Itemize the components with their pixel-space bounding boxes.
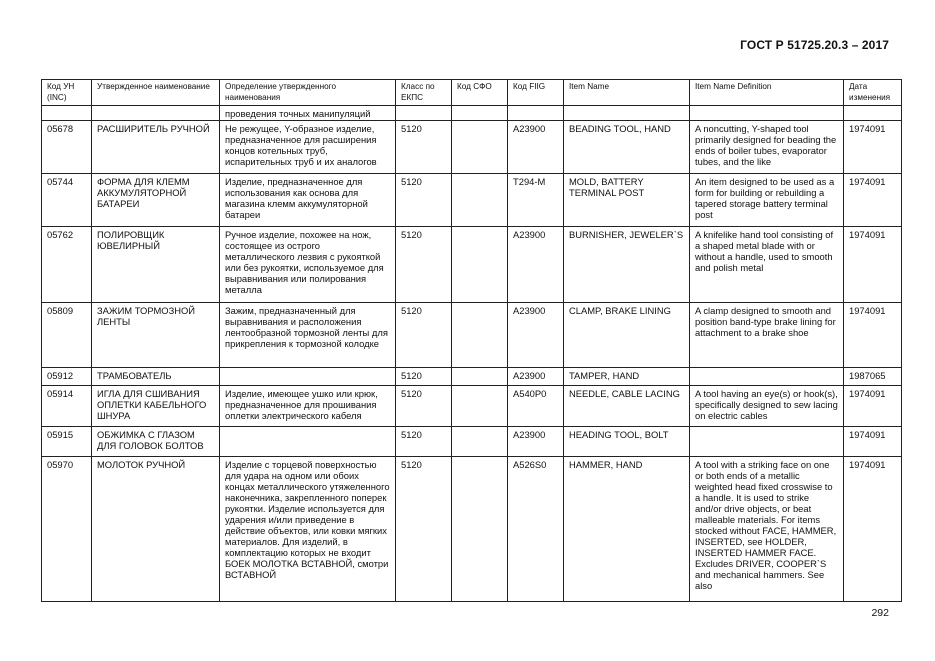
page-number: 292 — [871, 607, 889, 619]
cell-item-definition — [690, 427, 844, 457]
cell-approved-name: ФОРМА ДЛЯ КЛЕММ АККУМУЛЯТОРНОЙ БАТАРЕИ — [92, 174, 220, 227]
col-header-item-name: Item Name — [564, 80, 690, 106]
cell-sfo-code — [452, 303, 508, 368]
cell-inc — [42, 106, 92, 121]
cell-definition: Ручное изделие, похожее на нож, состоящее из острого металлического лезвия с рукояткой или без рукоятки, используемое для выравнивания или полирования металла — [220, 227, 396, 303]
cell-approved-name: ИГЛА ДЛЯ СШИВАНИЯ ОПЛЕТКИ КАБЕЛЬНОГО ШНУРА — [92, 386, 220, 427]
cell-item-name — [564, 106, 690, 121]
table-row — [42, 174, 902, 227]
cell-approved-name: МОЛОТОК РУЧНОЙ — [92, 457, 220, 602]
cell-fiig-code: A23900 — [508, 368, 564, 386]
cell-change-date: 1974091 — [844, 121, 902, 174]
cell-item-definition: A noncutting, Y-shaped tool primarily designed for beading the ends of boiler tubes, evaporator tubes, and the like — [690, 121, 844, 174]
cell-definition — [220, 427, 396, 457]
cell-fiig-code: A23900 — [508, 427, 564, 457]
col-header-fiig-code: Код FIIG — [508, 80, 564, 106]
table-row — [42, 386, 902, 427]
col-header-ekps-class: Класс по ЕКПС — [396, 80, 452, 106]
col-header-change-date: Дата изменения — [844, 80, 902, 106]
cell-fiig-code: A23900 — [508, 121, 564, 174]
cell-ekps-class — [396, 106, 452, 121]
col-header-sfo-code: Код СФО — [452, 80, 508, 106]
cell-sfo-code — [452, 174, 508, 227]
table-row — [42, 106, 902, 121]
cell-approved-name: РАСШИРИТЕЛЬ РУЧНОЙ — [92, 121, 220, 174]
cell-change-date — [844, 106, 902, 121]
cell-sfo-code — [452, 457, 508, 602]
cell-ekps-class: 5120 — [396, 227, 452, 303]
cell-ekps-class: 5120 — [396, 386, 452, 427]
cell-inc: 05678 — [42, 121, 92, 174]
table-header-row — [42, 80, 902, 106]
cell-item-definition: A tool having an eye(s) or hook(s), specifically designed to sew lacing on electric cables — [690, 386, 844, 427]
table-row — [42, 457, 902, 602]
cell-change-date: 1974091 — [844, 303, 902, 368]
table-row — [42, 121, 902, 174]
cell-ekps-class: 5120 — [396, 303, 452, 368]
cell-inc: 05809 — [42, 303, 92, 368]
cell-sfo-code — [452, 106, 508, 121]
cell-definition: Изделие, имеющее ушко или крюк, предназначенное для прошивания оплетки электрического кабеля — [220, 386, 396, 427]
cell-inc: 05762 — [42, 227, 92, 303]
cell-inc: 05915 — [42, 427, 92, 457]
cell-fiig-code: A23900 — [508, 227, 564, 303]
cell-inc: 05914 — [42, 386, 92, 427]
cell-item-name: BEADING TOOL, HAND — [564, 121, 690, 174]
cell-change-date: 1974091 — [844, 427, 902, 457]
cell-fiig-code — [508, 106, 564, 121]
table-row — [42, 303, 902, 368]
cell-definition: Изделие с торцевой поверхностью для удара на одном или обоих концах металлического утяжеленного наконечника, закрепленного поперек рукоятки. Изделие используется для ударения и/или приведение в действие объектов, или ковки мягких материалов. Для изделий, в комплектацию которых не входит БОЕК МОЛОТКА ВСТАВНОЙ, смотри ВСТАВНОЙ — [220, 457, 396, 602]
cell-item-definition: A clamp designed to smooth and position band-type brake lining for attachment to a brake shoe — [690, 303, 844, 368]
cell-definition: Изделие, предназначенное для использования как основа для магазина клемм аккумуляторной батареи — [220, 174, 396, 227]
cell-approved-name: ТРАМБОВАТЕЛЬ — [92, 368, 220, 386]
cell-approved-name: ЗАЖИМ ТОРМОЗНОЙ ЛЕНТЫ — [92, 303, 220, 368]
cell-sfo-code — [452, 368, 508, 386]
cell-definition: Зажим, предназначенный для выравнивания и расположения лентообразной тормозной ленты для прикрепления к тормозной колодке — [220, 303, 396, 368]
col-header-definition: Определение утвержденного наименования — [220, 80, 396, 106]
cell-definition — [220, 368, 396, 386]
cell-inc: 05912 — [42, 368, 92, 386]
cell-change-date: 1974091 — [844, 227, 902, 303]
cell-item-name: NEEDLE, CABLE LACING — [564, 386, 690, 427]
cell-approved-name: ОБЖИМКА С ГЛАЗОМ ДЛЯ ГОЛОВОК БОЛТОВ — [92, 427, 220, 457]
cell-item-definition: An item designed to be used as a form for building or rebuilding a tapered storage battery terminal post — [690, 174, 844, 227]
cell-change-date: 1974091 — [844, 174, 902, 227]
col-header-approved-name: Утвержденное наименование — [92, 80, 220, 106]
cell-sfo-code — [452, 427, 508, 457]
cell-sfo-code — [452, 227, 508, 303]
cell-definition: Не режущее, Y-образное изделие, предназначенное для расширения концов котельных труб, испарительных труб и их аналогов — [220, 121, 396, 174]
cell-fiig-code: T294-M — [508, 174, 564, 227]
col-header-inc: Код УН (INC) — [42, 80, 92, 106]
cell-item-name: BURNISHER, JEWELER`S — [564, 227, 690, 303]
cell-ekps-class: 5120 — [396, 427, 452, 457]
cell-fiig-code: A526S0 — [508, 457, 564, 602]
cell-inc: 05744 — [42, 174, 92, 227]
cell-item-name: CLAMP, BRAKE LINING — [564, 303, 690, 368]
table-row — [42, 227, 902, 303]
cell-approved-name — [92, 106, 220, 121]
cell-item-definition: A knifelike hand tool consisting of a shaped metal blade with or without a handle, used to smooth and polish metal — [690, 227, 844, 303]
cell-approved-name: ПОЛИРОВЩИК ЮВЕЛИРНЫЙ — [92, 227, 220, 303]
cell-item-definition — [690, 368, 844, 386]
cell-fiig-code: A540P0 — [508, 386, 564, 427]
document-header: ГОСТ Р 51725.20.3 – 2017 — [740, 38, 889, 52]
cell-item-name: TAMPER, HAND — [564, 368, 690, 386]
cell-change-date: 1974091 — [844, 386, 902, 427]
cell-change-date: 1987065 — [844, 368, 902, 386]
cell-fiig-code: A23900 — [508, 303, 564, 368]
cell-ekps-class: 5120 — [396, 174, 452, 227]
cell-item-name: MOLD, BATTERY TERMINAL POST — [564, 174, 690, 227]
cell-ekps-class: 5120 — [396, 121, 452, 174]
cell-item-name: HEADING TOOL, BOLT — [564, 427, 690, 457]
cell-item-name: HAMMER, HAND — [564, 457, 690, 602]
cell-sfo-code — [452, 121, 508, 174]
table-row — [42, 368, 902, 386]
cell-ekps-class: 5120 — [396, 368, 452, 386]
table-row — [42, 427, 902, 457]
cell-item-definition — [690, 106, 844, 121]
cell-change-date: 1974091 — [844, 457, 902, 602]
col-header-item-definition: Item Name Definition — [690, 80, 844, 106]
cell-definition: проведения точных манипуляций — [220, 106, 396, 121]
cell-sfo-code — [452, 386, 508, 427]
cell-item-definition: A tool with a striking face on one or both ends of a metallic weighted head fixed crosswise to a handle. It is used to strike and/or drive objects, or beat malleable materials. For items stocked without FACE, HAMMER, INSERTED, see HOLDER, INSERTED HAMMER FACE. Excludes DRIVER, COOPER`S and mechanical hammers. See also — [690, 457, 844, 602]
classification-table — [41, 79, 902, 602]
cell-ekps-class: 5120 — [396, 457, 452, 602]
cell-inc: 05970 — [42, 457, 92, 602]
